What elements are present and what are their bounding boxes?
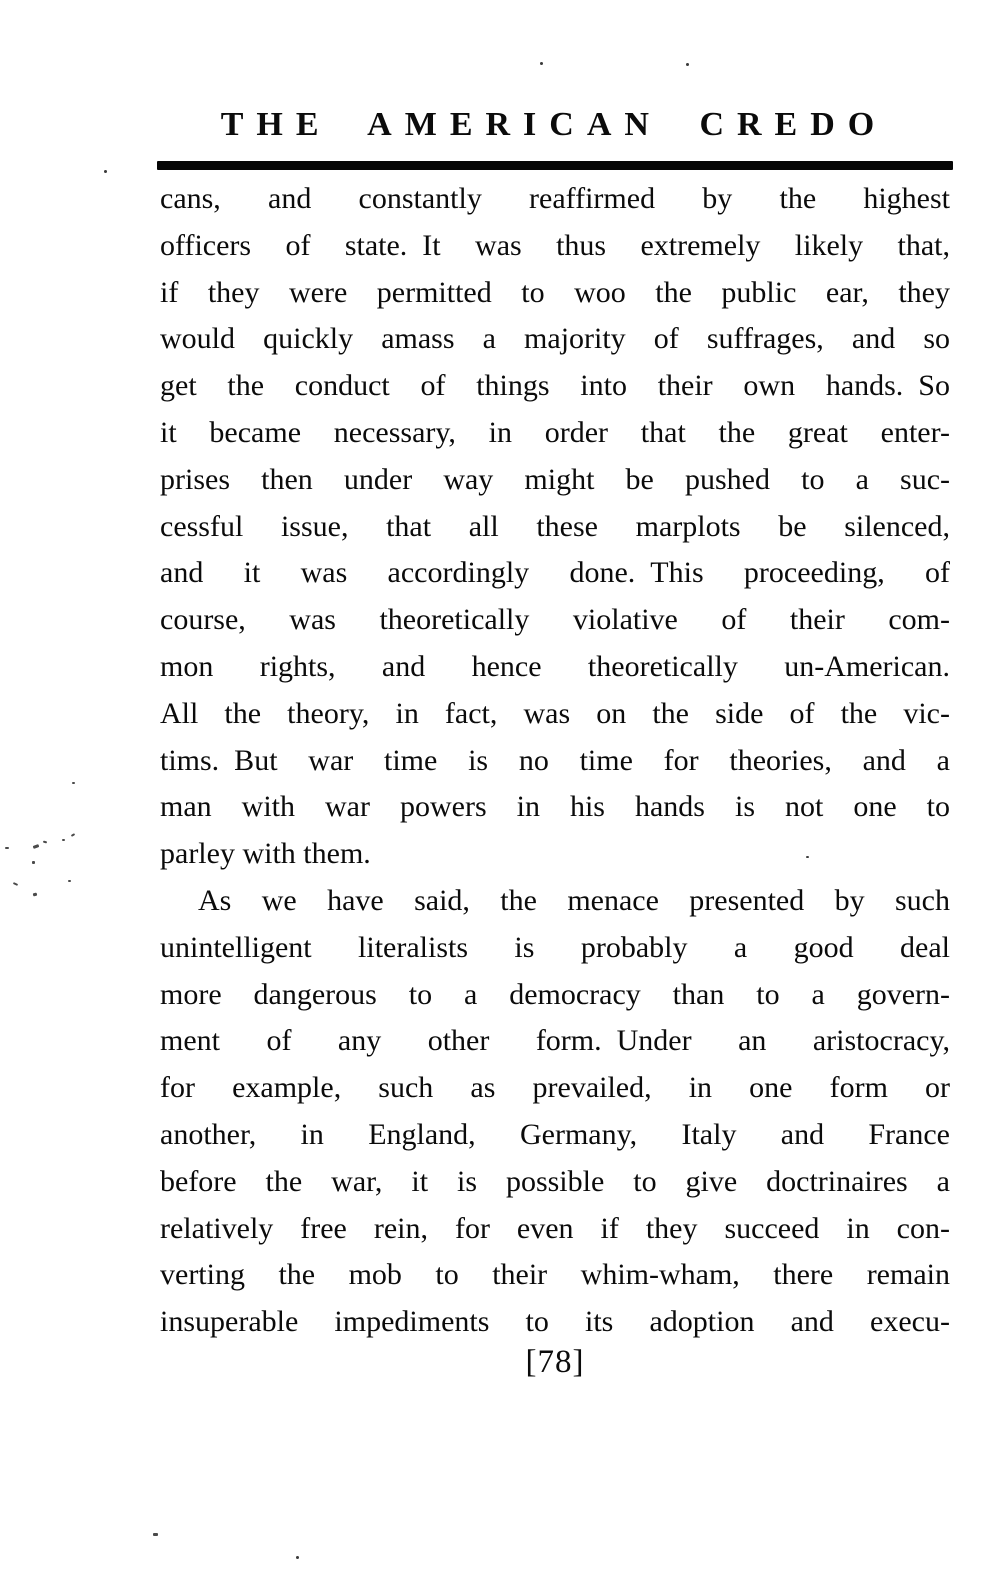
text-line: for example, such as prevailed, in one form or — [160, 1071, 950, 1105]
text-line: unintelligent literalists is probably a good deal — [160, 930, 950, 964]
scan-speck — [540, 62, 543, 65]
text-line: All the theory, in fact, was on the side of the vic- — [160, 696, 950, 730]
pencil-mark — [68, 880, 71, 882]
text-line: cans, and constantly reaffirmed by the highest — [160, 182, 950, 215]
text-line: another, in England, Germany, Italy and France — [160, 1117, 950, 1151]
text-line: get the conduct of things into their own hands. So — [160, 369, 950, 403]
text-line: mon rights, and hence theoretically un-American. — [160, 649, 950, 683]
pencil-mark — [43, 841, 47, 844]
pencil-mark — [153, 1533, 158, 1536]
pencil-mark — [33, 893, 38, 897]
text-line: prises then under way might be pushed to a suc- — [160, 462, 950, 496]
pencil-mark — [32, 861, 35, 864]
text-line: tims. But war time is no time for theories, and a — [160, 743, 950, 777]
pencil-mark — [13, 882, 18, 886]
text-line: ment of any other form. Under an aristocracy, — [160, 1024, 950, 1058]
text-line: cessful issue, that all these marplots be silenced, — [160, 509, 950, 543]
pencil-mark — [5, 847, 9, 849]
text-line: As we have said, the menace presented by such — [198, 883, 950, 917]
text-line: before the war, it is possible to give doctrinaires a — [160, 1164, 950, 1198]
page-number: [78] — [525, 1344, 585, 1380]
header-rule — [157, 161, 953, 170]
scan-speck — [296, 1556, 299, 1559]
scan-speck — [686, 63, 689, 66]
text-line: relatively free rein, for even if they succeed in con- — [160, 1211, 950, 1245]
text-line: insuperable impediments to its adoption and execu- — [160, 1305, 950, 1339]
page-text — [160, 176, 950, 1346]
text-line: more dangerous to a democracy than to a govern- — [160, 977, 950, 1011]
text-line: it became necessary, in order that the great enter- — [160, 415, 950, 449]
page-title: THE AMERICAN CREDO — [220, 106, 888, 143]
pencil-mark — [72, 782, 75, 784]
text-line: if they were permitted to woo the public ear, they — [160, 275, 950, 309]
text-line: and it was accordingly done. This proceeding, of — [160, 556, 950, 590]
scan-speck — [104, 170, 107, 173]
pencil-mark — [62, 839, 65, 841]
text-line: course, was theoretically violative of their com- — [160, 603, 950, 637]
text-line: man with war powers in his hands is not one to — [160, 790, 950, 824]
pencil-mark — [71, 833, 75, 837]
text-line: officers of state. It was thus extremely likely that, — [160, 228, 950, 262]
text-line: parley with them. — [160, 837, 371, 871]
text-line: verting the mob to their whim-wham, there remain — [160, 1258, 950, 1292]
text-line: would quickly amass a majority of suffrages, and so — [160, 322, 950, 356]
pencil-mark — [33, 844, 40, 849]
scan-speck — [806, 856, 809, 858]
